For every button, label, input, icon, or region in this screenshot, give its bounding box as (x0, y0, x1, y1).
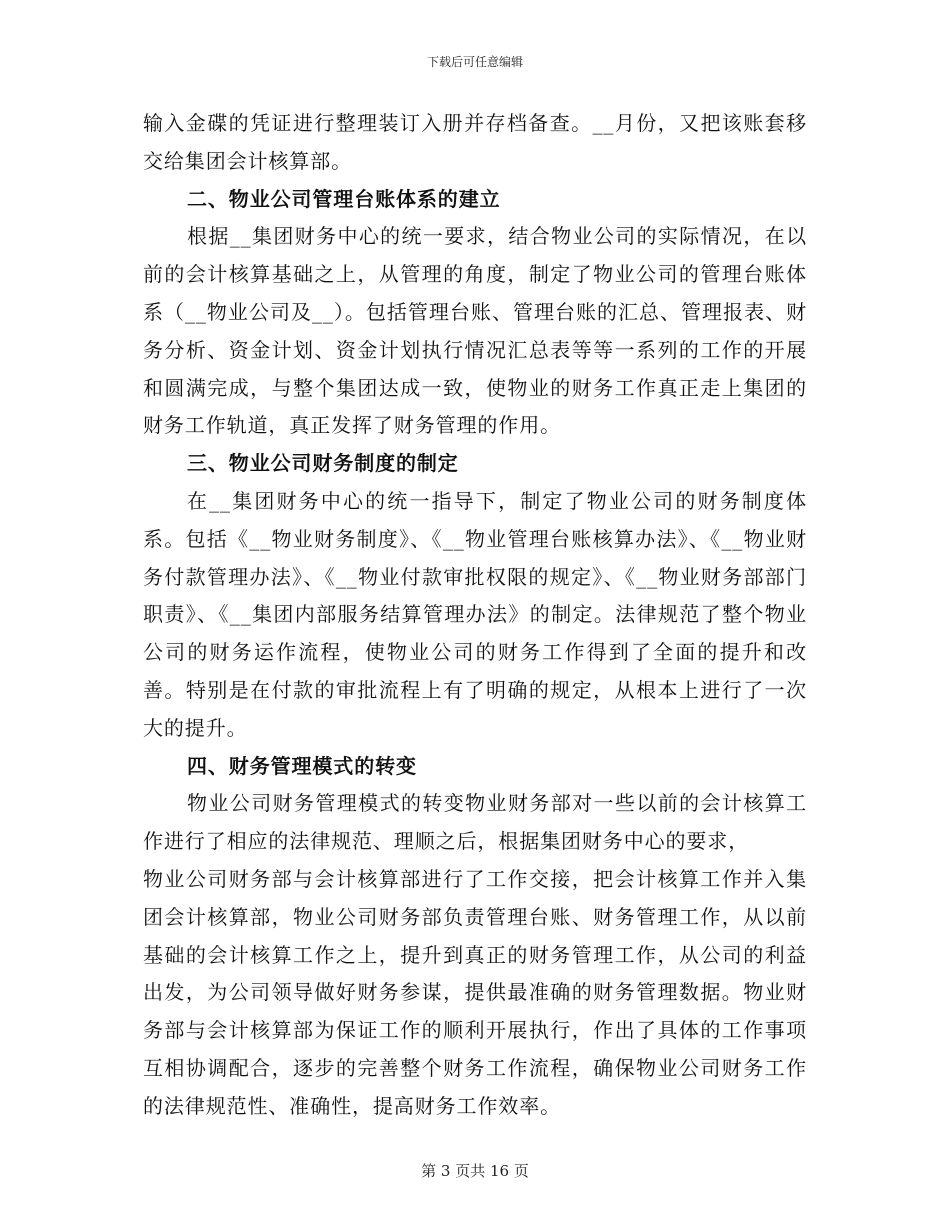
paragraph-section-4-part-2: 物业公司财务部与会计核算部进行了工作交接，把会计核算工作并入集团会计核算部，物业公司财务部负责管理台账、财务管理工作，从以前基础的会计核算工作之上，提升到真正的财务管理工作，从公司的利益出发，为公司领导做好财务参谋，提供最准确的财务管理数据。物业财务部与会计核算部为保证工作的顺利开展执行，作出了具体的工作事项互相协调配合，逐步的完善整个财务工作流程，确保物业公司财务工作的法律规范性、准确性，提高财务工作效率。 (143, 866, 807, 1118)
paragraph-section-2: 根据__集团财务中心的统一要求，结合物业公司的实际情况，在以前的会计核算基础之上，从管理的角度，制定了物业公司的管理台账体系（__物业公司及__）。包括管理台账、管理台账的汇总、管理报表、财务分析、资金计划、资金计划执行情况汇总表等等一系列的工作的开展和圆满完成，与整个集团达成一致，使物业的财务工作真正走上集团的财务工作轨道，真正发挥了财务管理的作用。 (143, 224, 807, 438)
section-heading-3: 三、物业公司财务制度的制定 (187, 451, 459, 476)
page-header: 下载后可任意编辑 (426, 55, 523, 69)
document-body (143, 105, 807, 1126)
paragraph-section-3: 在__集团财务中心的统一指导下，制定了物业公司的财务制度体系。包括《__物业财务制度》、《__物业管理台账核算办法》、《__物业财务付款管理办法》、《__物业付款审批权限的规定》、《__物业财务部部门职责》、《__集团内部服务结算管理办法》的制定。法律规范了整个物业公司的财务运作流程，使物业公司的财务工作得到了全面的提升和改善。特别是在付款的审批流程上有了明确的规定，从根本上进行了一次大的提升。 (143, 488, 807, 740)
paragraph-section-4-part-1: 物业公司财务管理模式的转变物业财务部对一些以前的会计核算工作进行了相应的法律规范、理顺之后，根据集团财务中心的要求， (143, 791, 807, 854)
section-heading-2: 二、物业公司管理台账体系的建立 (187, 186, 501, 211)
section-heading-4: 四、财务管理模式的转变 (187, 753, 417, 778)
page-number: 第 3 页共 16 页 (421, 1162, 529, 1180)
paragraph-continued: 输入金碟的凭证进行整理装订入册并存档备查。__月份，又把该账套移交给集团会计核算部。 (143, 111, 807, 173)
